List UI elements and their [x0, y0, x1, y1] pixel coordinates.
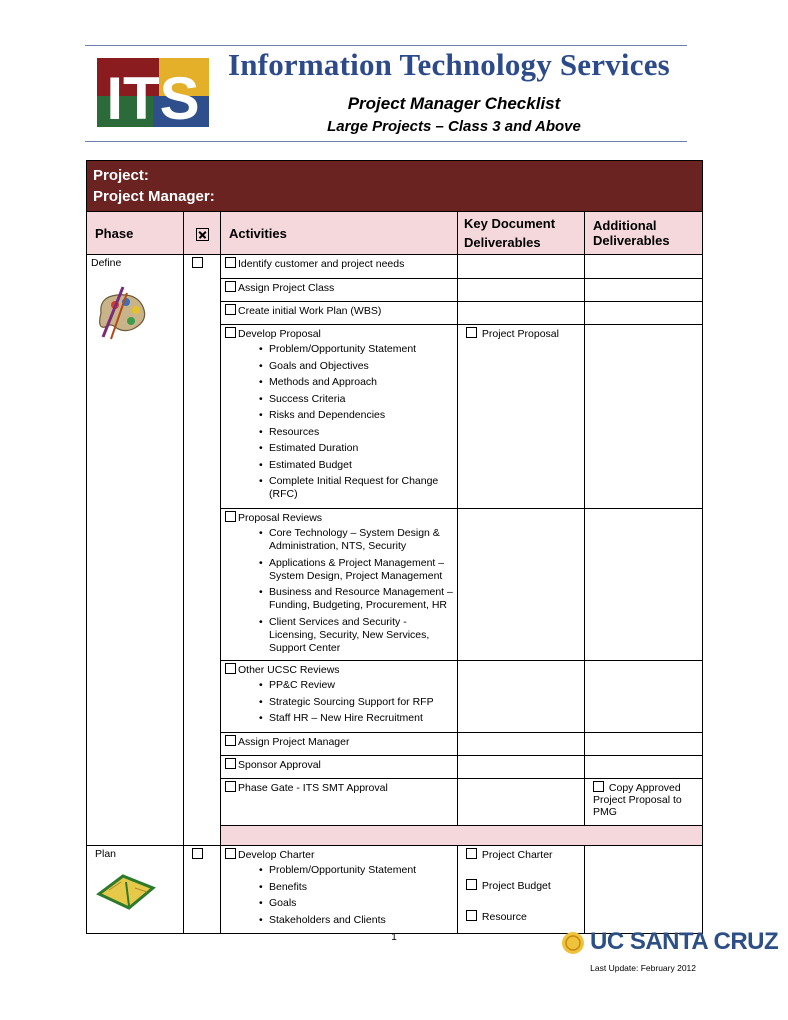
org-name: Information Technology Services	[228, 47, 670, 82]
project-info-header	[87, 161, 703, 212]
develop-proposal-list: • Problem/Opportunity Statement • Goals and Objectives • Methods and Approach • Success Criteria • Risks and Dependencies • Resources • Estimated Duration • Estimated Budget • Complete Initial Request for Change (RFC)	[225, 343, 453, 501]
top-rule	[85, 45, 687, 46]
checkbox[interactable]	[225, 304, 236, 315]
checkbox[interactable]	[225, 758, 236, 769]
checkbox[interactable]	[225, 663, 236, 674]
checkbox[interactable]	[225, 781, 236, 792]
activity-row-develop-proposal: Develop Proposal • Problem/Opportunity Statement • Goals and Objectives • Methods and Approach • Success Criteria • Risks and Dependencies • Resources • Estimated Duration • Estimated Budget • Complete Initial Request for Change (RFC)	[221, 325, 458, 509]
checkbox[interactable]	[225, 257, 236, 268]
svg-text:ITS: ITS	[106, 65, 200, 127]
checkbox[interactable]	[225, 281, 236, 292]
key-deliverable-cell: Project Proposal	[458, 325, 585, 509]
page-title: Project Manager Checklist	[347, 94, 561, 113]
additional-deliverable-cell: Copy Approved Project Proposal to PMG	[585, 779, 703, 826]
checked-box-icon	[196, 228, 209, 241]
project-label: Project:	[93, 167, 149, 184]
activity-row-proposal-reviews: Proposal Reviews • Core Technology – System Design & Administration, NTS, Security • Applications & Project Management – System Design, Project Management • Business and Resource Management – Funding, Budgeting, Procurement, HR • Client Services and Security - Licensing, Security, New Services, Support Center	[221, 509, 458, 661]
project-manager-label: Project Manager:	[93, 188, 215, 205]
checkbox[interactable]	[225, 848, 236, 859]
phase-plan-cell	[87, 846, 184, 934]
page-subtitle: Large Projects – Class 3 and Above	[327, 118, 581, 135]
checkbox[interactable]	[225, 327, 236, 338]
header-rule	[85, 141, 687, 142]
phase-plan-label: Plan	[95, 848, 117, 860]
key-document-column-header: Key Document Deliverables	[458, 212, 585, 255]
paint-palette-icon	[93, 283, 153, 341]
phase-plan-checkbox[interactable]	[192, 848, 203, 859]
activities-column-header: Activities	[221, 212, 458, 255]
checkbox[interactable]	[225, 735, 236, 746]
activity-row: Identify customer and project needs	[221, 255, 458, 279]
activity-row: Assign Project Manager	[221, 733, 458, 756]
other-reviews-list: • PP&C Review • Strategic Sourcing Support for RFP • Staff HR – New Hire Recruitment	[225, 679, 453, 725]
checkbox[interactable]	[593, 781, 604, 792]
checklist-table	[86, 160, 703, 934]
phase-separator	[221, 826, 703, 846]
activity-row: Assign Project Class	[221, 279, 458, 302]
proposal-reviews-list: • Core Technology – System Design & Administration, NTS, Security • Applications & Project Management – System Design, Project Management • Business and Resource Management – Funding, Budgeting, Procurement, HR • Client Services and Security - Licensing, Security, New Services, Support Center	[225, 527, 453, 655]
phase-define-label: Define	[91, 257, 122, 269]
develop-charter-list: • Problem/Opportunity Statement • Benefits • Goals • Stakeholders and Clients	[225, 864, 453, 927]
phase-define-checkbox[interactable]	[192, 257, 203, 268]
phase-define-cell	[87, 255, 184, 846]
additional-deliverables-column-header: Additional Deliverables	[585, 212, 703, 255]
seal-icon	[560, 930, 586, 956]
checkbox[interactable]	[466, 327, 477, 338]
phase-plan-checkbox-cell[interactable]	[184, 846, 221, 934]
its-logo	[97, 58, 209, 127]
activity-row: Create initial Work Plan (WBS)	[221, 302, 458, 325]
activity-row-other-reviews: Other UCSC Reviews • PP&C Review • Strategic Sourcing Support for RFP • Staff HR – New Hire Recruitment	[221, 661, 458, 733]
activity-row: Sponsor Approval	[221, 756, 458, 779]
activity-row-develop-charter: Develop Charter • Problem/Opportunity Statement • Benefits • Goals • Stakeholders and Clients	[221, 846, 458, 934]
notebook-icon	[95, 870, 157, 910]
check-column-header	[184, 212, 221, 255]
checkbox[interactable]	[466, 848, 477, 859]
phase-column-header: Phase	[87, 212, 184, 255]
checkbox[interactable]	[225, 511, 236, 522]
last-update: Last Update: February 2012	[590, 963, 696, 973]
page-number: 1	[391, 932, 397, 943]
phase-define-checkbox-cell[interactable]	[184, 255, 221, 846]
checkbox[interactable]	[466, 879, 477, 890]
activity-row-phase-gate: Phase Gate - ITS SMT Approval	[221, 779, 458, 826]
plan-deliverables-cell: Project Charter Project Budget Resource	[458, 846, 585, 934]
checkbox[interactable]	[466, 910, 477, 921]
